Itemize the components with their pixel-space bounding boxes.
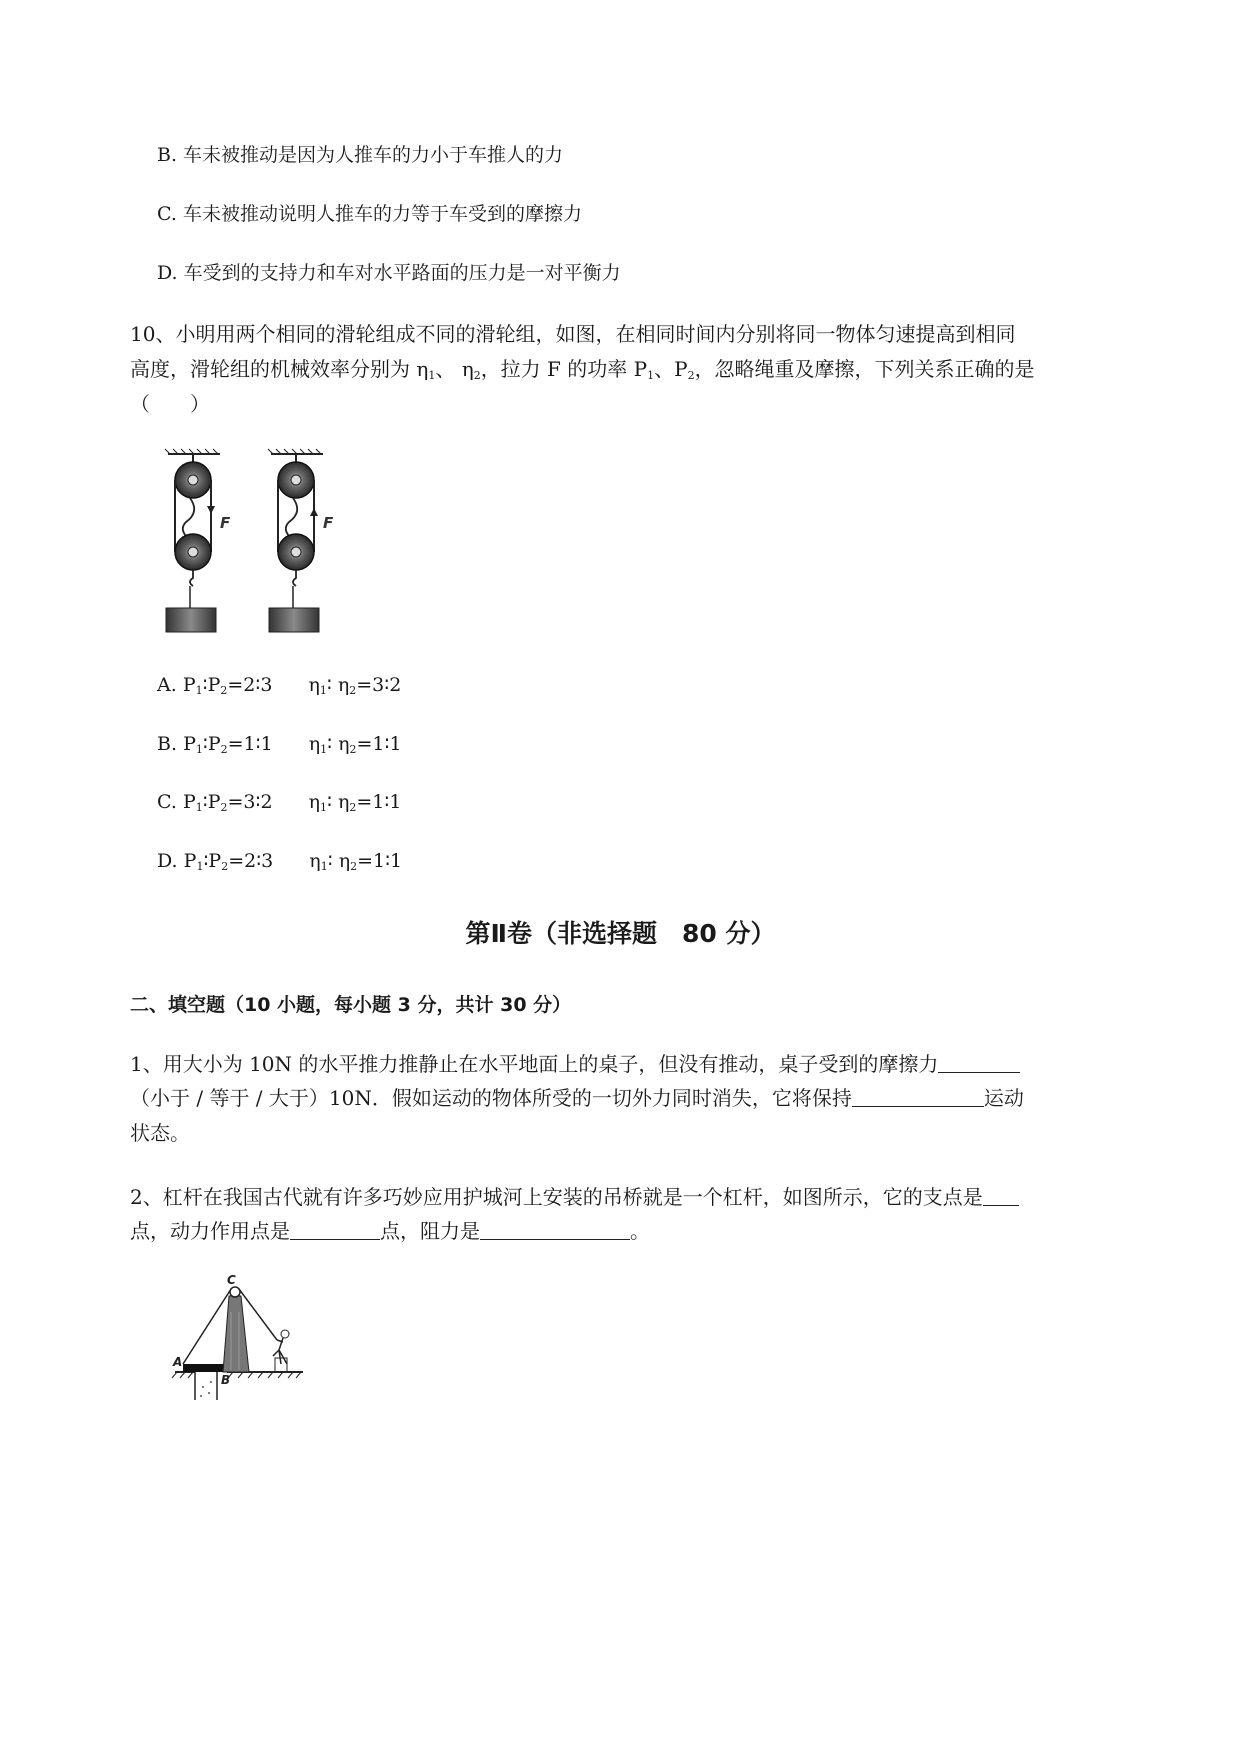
q10-option-b: B. $P_1∶P_2=1∶1$ $\eta_1∶$ $\eta_2=1∶1$ [157,733,402,756]
svg-text:B: B [221,1373,231,1387]
q10-option-c: C. $P_1∶P_2=3∶2$ $\eta_1∶$ $\eta_2=1∶1$ [157,791,402,814]
fill1-blank-1[interactable] [938,1052,1020,1073]
pulley-system-right [268,449,334,632]
q9-option-b: B. 车未被推动是因为人推车的力小于车推人的力 [157,144,564,166]
fill2-line2: 点，动力作用点是 点，阻力是 。 [130,1219,650,1243]
fill2-blank-3[interactable] [480,1219,630,1240]
q10-stem-line1: 10、小明用两个相同的滑轮组成不同的滑轮组，如图，在相同时间内分别将同一物体匀速提高到相同 [130,322,1016,346]
svg-text:F: F [323,514,334,532]
svg-text:C: C [227,1273,236,1287]
q10-answer-paren: （ ） [130,392,210,416]
svg-text:A: A [173,1355,183,1369]
fill2-line1: 2、杠杆在我国古代就有许多巧妙应用护城河上安装的吊桥就是一个杠杆，如图所示，它的支点是 [130,1181,1019,1210]
fill2-blank-2[interactable] [290,1219,380,1240]
pulley-system-left [165,449,231,632]
q9-option-c: C. 车未被推动说明人推车的力等于车受到的摩擦力 [157,203,582,225]
fill1-line3: 状态。 [130,1121,190,1145]
fill2-blank-1[interactable] [983,1185,1019,1206]
pulley-figure [160,448,340,638]
fill1-blank-2[interactable] [852,1086,984,1107]
fill1-line2: （小于 / 等于 / 大于）10N．假如运动的物体所受的一切外力同时消失，它将保持 运动 [130,1086,1024,1110]
part2-title: 第Ⅱ卷（非选择题 80 分） [465,919,776,948]
q10-option-d: D. $P_1∶P_2=2∶3$ $\eta_1∶$ $\eta_2=1∶1$ [157,850,403,873]
svg-text:F: F [220,514,231,532]
drawbridge-figure [165,1272,310,1407]
q10-stem-line2: 高度，滑轮组的机械效率分别为 $\eta_1$、 $\eta_2$，拉力 F 的功率 $P_1$、$P_2$，忽略绳重及摩擦，下列关系正确的是 [130,357,1035,382]
fill1-line1: 1、用大小为 10N 的水平推力推静止在水平地面上的桌子，但没有推动，桌子受到的摩擦力 [130,1048,1020,1077]
q9-option-d: D. 车受到的支持力和车对水平路面的压力是一对平衡力 [157,262,621,284]
section2-title: 二、填空题（10 小题，每小题 3 分，共计 30 分） [130,994,572,1016]
q10-option-a: A. $P_1∶P_2=2∶3$ $\eta_1∶$ $\eta_2=3∶2$ [157,674,402,697]
